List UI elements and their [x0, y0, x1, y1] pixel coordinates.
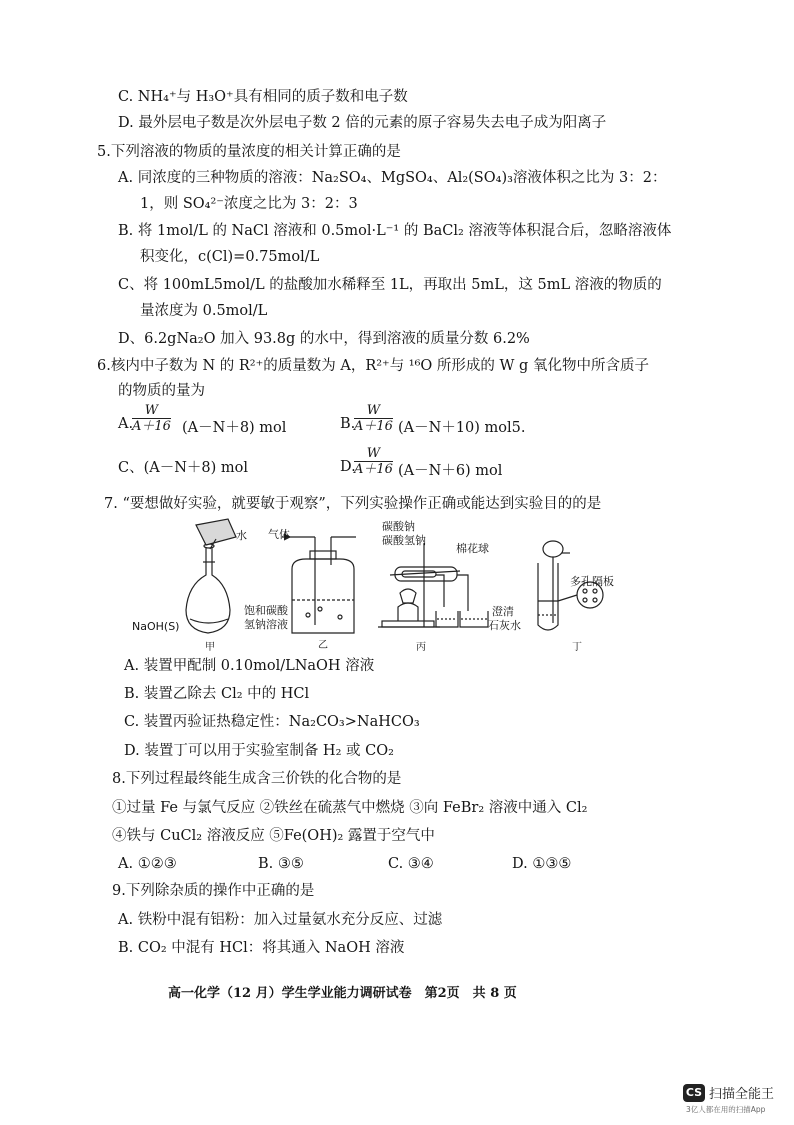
label-water: 水	[236, 529, 247, 542]
q5-option-c-line2: 量浓度为 0.5mol/L	[140, 303, 268, 319]
q6-option-d-expression: (A－N＋6) mol	[398, 463, 503, 479]
q5-option-b-line2: 积变化，c(Cl)=0.75mol/L	[140, 249, 320, 265]
label-naoh-solid: NaOH(S)	[132, 620, 180, 633]
fraction-numerator: W	[354, 404, 393, 419]
q9-stem: 9.下列除杂质的操作中正确的是	[112, 883, 315, 899]
q7-stem: 7. “要想做好实验，就要敏于观察”，下列实验操作正确或能达到实验目的的是	[104, 496, 602, 512]
label-na2co3: 碳酸钠	[382, 520, 415, 533]
label-porous-plate: 多孔隔板	[570, 575, 614, 588]
q7-option-a: A. 装置甲配制 0.10mol/LNaOH 溶液	[124, 658, 375, 674]
q5-option-b-line1: B. 将 1mol/L 的 NaCl 溶液和 0.5mol·L⁻¹ 的 BaCl₂ 溶液等体积混合后，忽略溶液体	[118, 223, 672, 239]
q5-option-a-line1: A. 同浓度的三种物质的溶液：Na₂SO₄、MgSO₄、Al₂(SO₄)₃溶液体积之比为 3：2：	[118, 170, 667, 186]
q8-stem: 8.下列过程最终能生成含三价铁的化合物的是	[112, 771, 402, 787]
q9-option-a: A. 铁粉中混有铝粉：加入过量氨水充分反应、过滤	[118, 912, 443, 928]
watermark-app-name: 扫描全能王	[709, 1087, 775, 1102]
q8-option-a: A. ①②③	[118, 856, 177, 872]
q7-option-d: D. 装置丁可以用于实验室制备 H₂ 或 CO₂	[124, 743, 394, 759]
caption-ding: 丁	[572, 642, 582, 653]
q6-option-b-fraction	[354, 404, 393, 434]
fraction-numerator: W	[354, 447, 393, 462]
fraction-denominator: A＋16	[354, 419, 393, 434]
q7-option-c: C. 装置丙验证热稳定性：Na₂CO₃>NaHCO₃	[124, 714, 420, 730]
q8-process-line2: ④铁与 CuCl₂ 溶液反应 ⑤Fe(OH)₂ 露置于空气中	[112, 828, 435, 844]
fraction-denominator: A＋16	[132, 419, 171, 434]
q6-option-c: C、(A－N＋8) mol	[118, 460, 249, 476]
q6-stem-line2: 的物质的量为	[118, 383, 205, 399]
q4-option-d: D. 最外层电子数是次外层电子数 2 倍的元素的原子容易失去电子成为阳离子	[118, 115, 607, 131]
label-limewater-line2: 石灰水	[488, 619, 521, 632]
caption-yi: 乙	[318, 640, 328, 651]
label-saturated-nahco3-line1: 饱和碳酸	[244, 604, 288, 617]
q6-option-d-fraction	[354, 447, 393, 477]
q6-option-d-label: D.	[340, 459, 356, 475]
q6-stem-line1: 6.核内中子数为 N 的 R²⁺的质量数为 A，R²⁺与 ¹⁶O 所形成的 W g 氧化物中所含质子	[97, 358, 649, 374]
q7-option-b: B. 装置乙除去 Cl₂ 中的 HCl	[124, 686, 310, 702]
q8-option-c: C. ③④	[388, 856, 434, 872]
q6-option-a-label: A.	[118, 416, 134, 432]
pouring-beaker-icon	[196, 519, 236, 549]
caption-bing: 丙	[416, 642, 426, 653]
label-saturated-nahco3-line2: 氢钠溶液	[244, 618, 288, 631]
q6-option-a-expression: (A－N＋8) mol	[182, 420, 287, 436]
q5-stem: 5.下列溶液的物质的量浓度的相关计算正确的是	[97, 144, 401, 160]
fraction-numerator: W	[132, 404, 171, 419]
watermark-tagline: 3亿人都在用的扫描App	[686, 1105, 766, 1114]
caption-jia: 甲	[205, 642, 215, 653]
gas-washing-bottle-icon	[282, 537, 356, 633]
label-nahco3: 碳酸氢钠	[382, 534, 426, 547]
fraction-denominator: A＋16	[354, 462, 393, 477]
label-limewater-line1: 澄清	[492, 605, 514, 618]
q9-option-b: B. CO₂ 中混有 HCl：将其通入 NaOH 溶液	[118, 940, 405, 956]
q8-option-d: D. ①③⑤	[512, 856, 572, 872]
page-footer: 高一化学（12 月）学生学业能力调研试卷 第2页 共 8 页	[168, 986, 517, 1001]
q5-option-c-line1: C、将 100mL5mol/L 的盐酸加水稀释至 1L，再取出 5mL，这 5mL 溶液的物质的	[118, 277, 662, 293]
q8-option-b: B. ③⑤	[258, 856, 304, 872]
q5-option-d: D、6.2gNa₂O 加入 93.8g 的水中，得到溶液的质量分数 6.2%	[118, 331, 530, 347]
camscanner-logo-icon: CS	[683, 1084, 705, 1102]
q6-option-a-fraction	[132, 404, 171, 434]
volumetric-flask-icon	[186, 544, 230, 633]
q5-option-a-line2: 1，则 SO₄²⁻浓度之比为 3：2：3	[140, 196, 358, 212]
q6-option-b-expression: (A－N＋10) mol5.	[398, 420, 526, 436]
q4-option-c: C. NH₄⁺与 H₃O⁺具有相同的质子数和电子数	[118, 89, 408, 105]
label-gas: 气体	[268, 528, 290, 541]
q6-option-b-label: B.	[340, 416, 356, 432]
q8-process-line1: ①过量 Fe 与氯气反应 ②铁丝在硫蒸气中燃烧 ③向 FeBr₂ 溶液中通入 Cl₂	[112, 800, 588, 816]
label-cotton-ball: 棉花球	[456, 542, 489, 555]
